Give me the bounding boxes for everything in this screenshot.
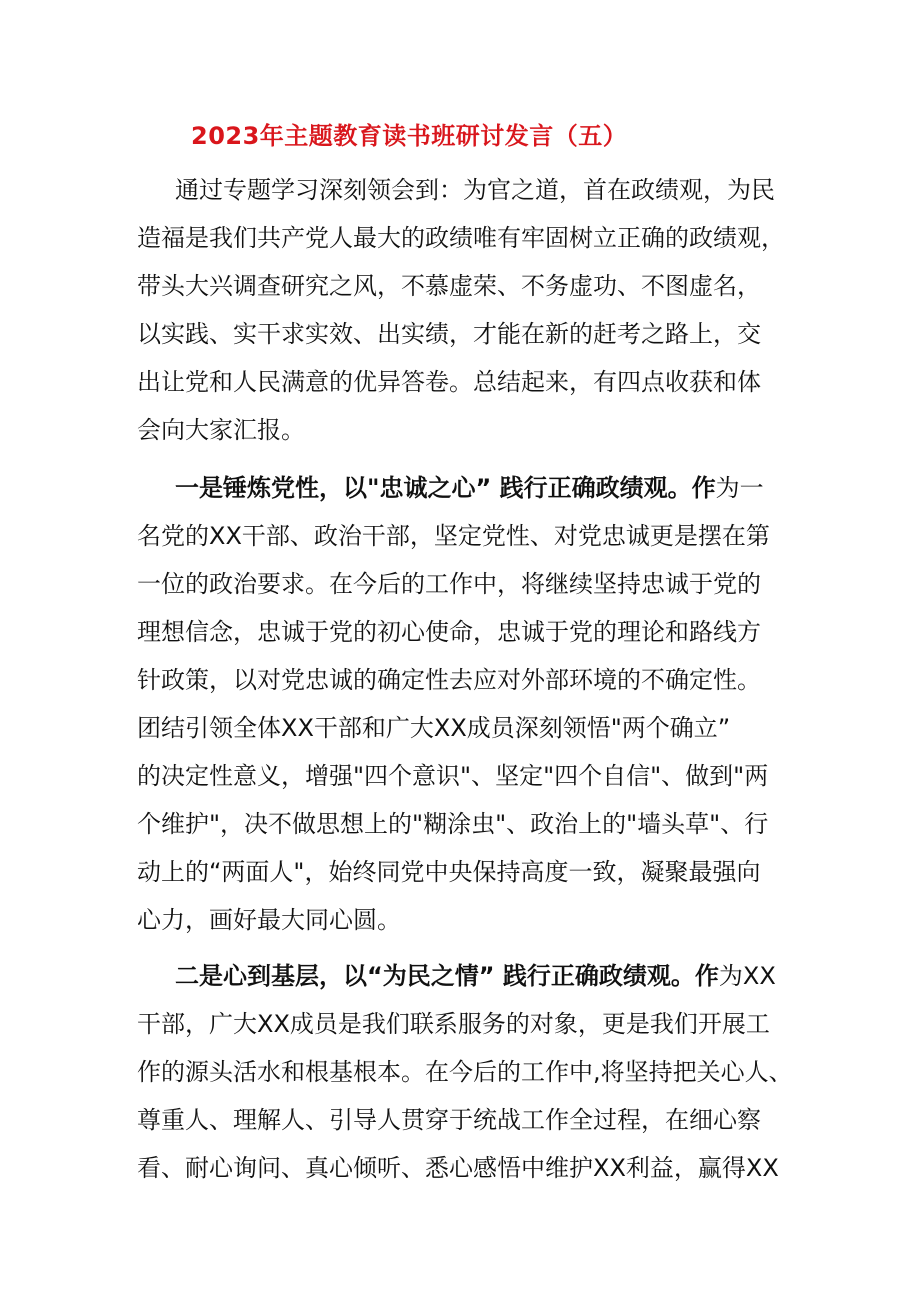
point2-first-line bbox=[175, 960, 776, 992]
intro-line: 会向大家汇报。 bbox=[137, 416, 305, 444]
point1-line: 的决定性意义，增强"四个意识"、坚定"四个自信"、做到"两 bbox=[137, 762, 769, 790]
intro-line: 造福是我们共产党人最大的政绩唯有牢固树立正确的政绩观， bbox=[137, 224, 785, 252]
document-title: 2023年主题教育读书班研讨发言（五） bbox=[191, 122, 628, 150]
point1-line: 一位的政治要求。在今后的工作中，将继续坚持忠诚于党的 bbox=[137, 570, 761, 598]
point1-line: 名党的XX干部、政治干部，坚定党性、对党忠诚更是摆在第 bbox=[137, 522, 770, 550]
point1-line: 团结引领全体XX干部和广大XX成员深刻领悟"两个确立” bbox=[137, 714, 731, 742]
intro-line: 通过专题学习深刻领会到：为官之道，首在政绩观，为民 bbox=[175, 176, 775, 204]
point1-line: 个维护"，决不做思想上的"糊涂虫"、政治上的"墙头草"、行 bbox=[137, 810, 769, 838]
point1-line: 理想信念，忠诚于党的初心使命，忠诚于党的理论和路线方 bbox=[137, 618, 761, 646]
point2-line: 尊重人、理解人、引导人贯穿于统战工作全过程，在细心察 bbox=[137, 1106, 761, 1134]
point2-heading: 二是心到基层，以“为民之情” 践行正确政绩观。作 bbox=[175, 962, 719, 990]
point1-line: 心力，画好最大同心圆。 bbox=[137, 906, 401, 934]
point2-line: 作的源头活水和根基根本。在今后的工作中,将坚持把关心人、 bbox=[137, 1058, 793, 1086]
intro-line: 以实践、实干求实效、出实绩，才能在新的赶考之路上，交 bbox=[137, 320, 761, 348]
point2-line: 干部，广大XX成员是我们联系服务的对象，更是我们开展工 bbox=[137, 1010, 770, 1038]
intro-line: 带头大兴调查研究之风，不慕虚荣、不务虚功、不图虚名， bbox=[137, 272, 761, 300]
point2-line: 看、耐心询问、真心倾听、悉心感悟中维护XX利益，赢得XX bbox=[137, 1154, 779, 1182]
point1-heading: 一是锤炼党性，以"忠诚之心” 践行正确政绩观。作 bbox=[175, 474, 716, 502]
point1-line: 动上的“两面人"，始终同党中央保持高度一致，凝聚最强向 bbox=[137, 858, 761, 886]
intro-line: 出让党和人民满意的优异答卷。总结起来，有四点收获和体 bbox=[137, 368, 761, 396]
point1-first-line bbox=[175, 472, 764, 504]
point1-line: 针政策，以对党忠诚的确定性去应对外部环境的不确定性。 bbox=[137, 666, 761, 694]
point1-heading-rest: 为一 bbox=[715, 474, 764, 502]
point2-heading-rest: 为XX bbox=[718, 962, 776, 990]
